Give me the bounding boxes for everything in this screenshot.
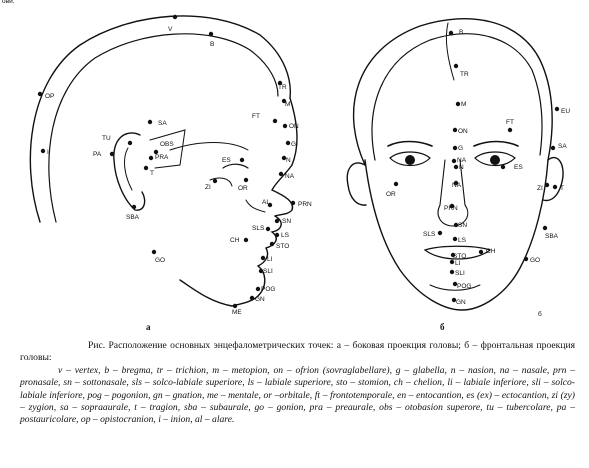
lateral-labels: [45, 26, 312, 316]
frontal-label-go: GO: [530, 257, 541, 264]
lateral-label-na: NA: [285, 173, 295, 180]
lateral-label-ch: CH: [230, 237, 240, 244]
frontal-label-na-upper: NA: [457, 157, 467, 164]
lateral-label-al: AL: [262, 199, 270, 206]
lateral-label-go: GO: [155, 257, 166, 264]
lateral-label-obs: OBS: [160, 141, 174, 148]
lateral-label-pra: PRA: [155, 154, 169, 161]
lateral-label-sto: STO: [276, 243, 290, 250]
frontal-label-ft: FT: [506, 119, 514, 126]
lateral-label-pog: POG: [261, 286, 276, 293]
frontal-label-m: M: [461, 101, 467, 108]
lateral-label-n: N: [286, 157, 291, 164]
frontal-label-n: N: [459, 164, 464, 171]
frontal-label-sto: STO: [453, 253, 467, 260]
frontal-label-eu: EU: [561, 108, 571, 115]
lateral-label-sa: SA: [158, 120, 167, 127]
frontal-label-sa: SA: [558, 143, 567, 150]
frontal-label-sba: SBA: [545, 233, 559, 240]
frontal-label-or: OR: [386, 191, 396, 198]
frontal-label-on: ON: [458, 128, 468, 135]
lateral-label-b: B: [210, 41, 215, 48]
lateral-label-g: G: [291, 141, 297, 148]
lateral-label-zi: ZI: [205, 184, 211, 191]
panel-label-a: а: [146, 322, 151, 330]
lateral-label-es: ES: [222, 157, 231, 164]
lateral-label-li: LI: [267, 256, 273, 263]
frontal-label-t: T: [560, 185, 564, 192]
lateral-label-or: OR: [238, 185, 248, 192]
figure-caption: [20, 340, 575, 427]
frontal-label-pog: POG: [457, 283, 472, 290]
frontal-label-na: NA: [452, 182, 462, 189]
lateral-label-prn: PRN: [298, 201, 312, 208]
frontal-label-es: ES: [514, 164, 523, 171]
lateral-label-on: ON: [289, 123, 299, 130]
lateral-label-tu: TU: [102, 135, 111, 142]
frontal-label-sn: SN: [458, 222, 468, 229]
frontal-label-gn: GN: [456, 299, 466, 306]
caption-legend: v – vertex, b – bregma, tr – trichion, m – metopion, on – ofrion (sovraglabellare), g – glabella, n – nasion, na – nasale, prn – pronasale, sn – sottonasale, sls – solco-labiale superiore, ls – labiale superiore, sto – stomion, ch – chelion, li – labiale inferiore, sli – solco-labiale inferiore, pog – pogonion, gn – gnation, me – mentale, or –orbitale, ft – frontotemporale, en – entocantion, es (ex) – ectocantion, zi (zy) – zygion, sa – sopraaurale, t – tragion, sba – subaurale, go – gonion, pra – preaurale, obs – otobasion superore, tu – tubercolare, pa – postauricolare, op – opistocranion, i – inion, al – alare.: [20, 364, 575, 426]
lateral-label-ls: LS: [281, 232, 289, 239]
frontal-label-sls: SLS: [423, 231, 436, 238]
lateral-label-pa: PA: [93, 151, 102, 158]
frontal-label-zi: ZI: [537, 185, 543, 192]
lateral-label-t: T: [150, 170, 154, 177]
lateral-label-me: ME: [232, 309, 242, 316]
lateral-label-v: V: [168, 26, 173, 33]
lateral-points: [38, 15, 295, 308]
frontal-label-b: B: [459, 29, 464, 36]
lateral-label-sn: SN: [282, 218, 292, 225]
lateral-label-tr: TR: [278, 84, 287, 91]
frontal-label-prn: PRN: [444, 205, 458, 212]
frontal-label-ls: LS: [458, 237, 466, 244]
caption-title: Рис. Расположение основных энцефалометрических точек: а – боковая проекция головы; б – фронтальная проекция головы:: [20, 340, 575, 364]
frontal-label-sli: SLI: [455, 270, 465, 277]
frontal-label-tr: TR: [460, 71, 469, 78]
lateral-label-sli: SLI: [263, 268, 273, 275]
panel-corner-mark: б: [538, 311, 542, 318]
lateral-label-i: I: [47, 149, 49, 156]
top-text-fragment: ови.: [2, 0, 15, 5]
lateral-label-sls: SLS: [252, 225, 265, 232]
frontal-labels: [386, 29, 570, 306]
lateral-label-op: OP: [45, 93, 55, 100]
lateral-label-gn: GN: [255, 296, 265, 303]
panel-label-b: б: [440, 322, 445, 330]
frontal-label-li: LI: [455, 260, 461, 267]
lateral-label-m: M: [285, 101, 291, 108]
frontal-label-ch: CH: [486, 248, 496, 255]
lateral-label-ft: FT: [252, 113, 260, 120]
lateral-label-sba: SBA: [126, 214, 140, 221]
frontal-label-g: G: [458, 145, 464, 152]
